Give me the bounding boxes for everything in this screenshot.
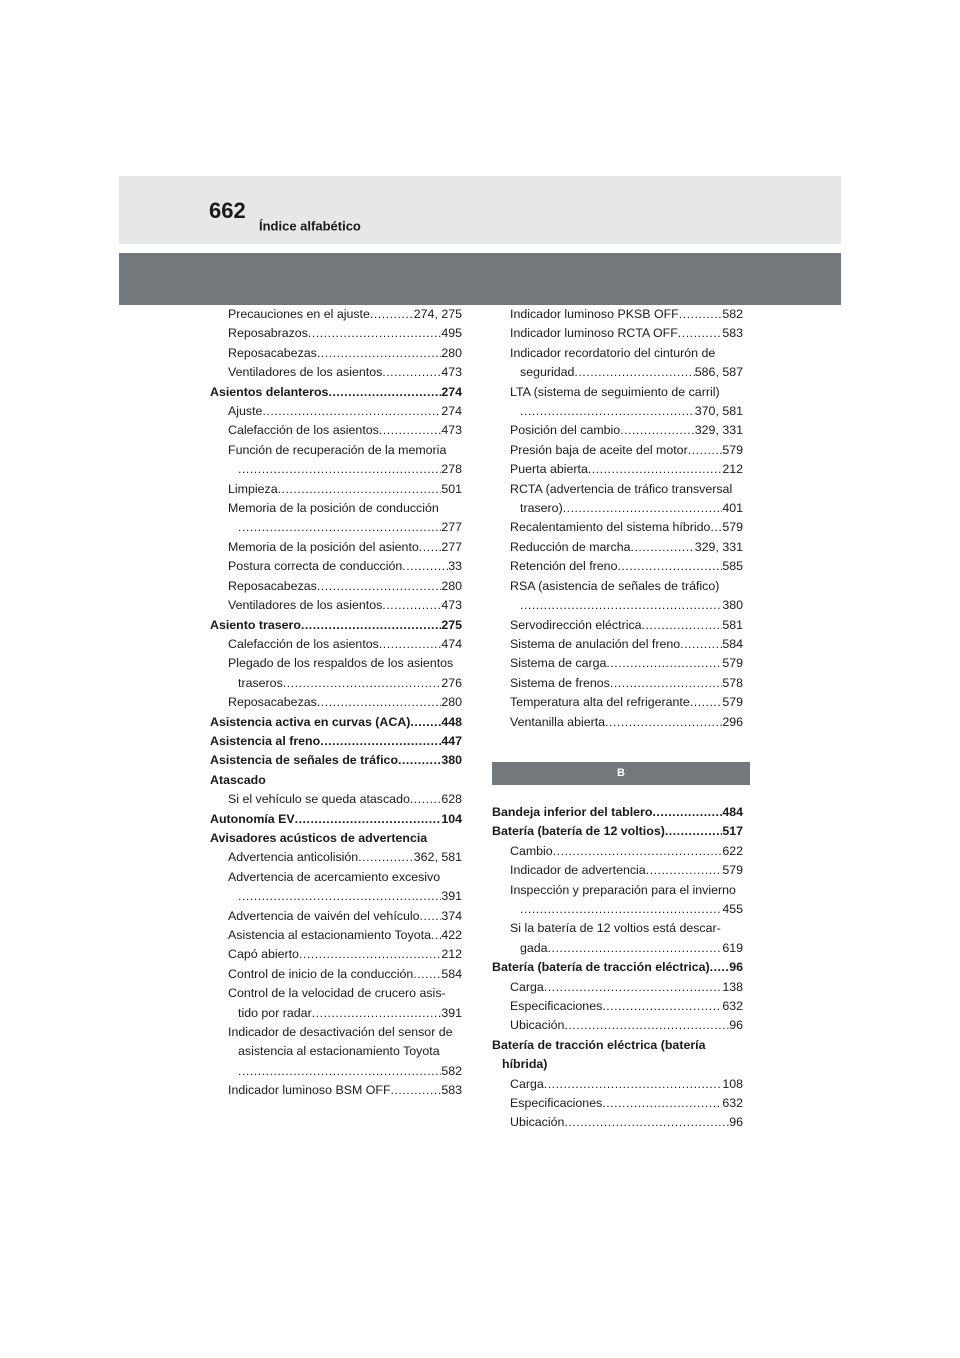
entry-page: 108 (722, 1076, 743, 1091)
dot-leader (283, 674, 442, 693)
entry-text: Recalentamiento del sistema híbrido (510, 520, 711, 535)
entry-page: 584 (722, 636, 743, 651)
index-entry (210, 596, 462, 615)
entry-text: Asistencia al freno (210, 733, 321, 748)
index-entry (492, 822, 743, 841)
dot-leader (391, 1081, 442, 1100)
index-entry (492, 499, 743, 518)
entry-text: Asistencia de señales de tráfico (210, 753, 399, 768)
entry-page: 585 (722, 559, 743, 574)
entry-page: 104 (441, 811, 462, 826)
index-entry (210, 421, 462, 440)
index-entry (210, 305, 462, 324)
dot-leader (420, 907, 442, 926)
index-entry (210, 499, 462, 518)
entry-text: traseros (238, 675, 283, 690)
index-entry (492, 402, 743, 421)
dot-leader (679, 305, 723, 324)
entry-page: 619 (722, 940, 743, 955)
index-entry (492, 1036, 743, 1055)
entry-page: 277 (441, 520, 462, 535)
index-entry (492, 1055, 743, 1074)
dot-leader (382, 363, 441, 382)
entry-page: 581 (722, 617, 743, 632)
entry-page: 374 (441, 908, 462, 923)
entry-page: 96 (729, 1115, 743, 1130)
index-entry (210, 577, 462, 596)
entry-text: Asistencia al estacionamiento Toyota (228, 928, 431, 942)
index-entry (210, 674, 462, 693)
index-entry (210, 344, 462, 363)
dot-leader (238, 460, 441, 479)
index-entry (492, 305, 743, 324)
dot-leader (520, 900, 722, 919)
entry-text: Control de inicio de la conducción (228, 966, 414, 981)
entry-text: Indicador recordatorio del cinturón de (510, 345, 716, 360)
entry-text: Especificaciones (510, 999, 603, 1013)
entry-text: Puerta abierta (510, 462, 588, 477)
index-entries (492, 305, 743, 732)
entry-page: 455 (722, 901, 743, 916)
entry-text: Si la batería de 12 voltios está descar- (510, 921, 721, 936)
index-entry (210, 887, 462, 906)
entry-page: 583 (722, 326, 743, 341)
index-entry (492, 635, 743, 654)
entry-page: 274, 275 (413, 307, 462, 321)
entry-text: trasero) (520, 501, 563, 516)
dot-leader (564, 1016, 729, 1035)
entry-text: Autonomía EV (210, 811, 295, 826)
dot-leader (295, 810, 442, 829)
entry-text: Asiento trasero (210, 617, 301, 632)
entry-text: Retención del freno (510, 559, 618, 574)
index-entry (210, 868, 462, 887)
index-entry (492, 538, 743, 557)
index-entries (492, 803, 743, 1133)
dot-leader (379, 635, 441, 654)
entry-text: Memoria de la posición de conducción (228, 501, 439, 516)
dot-leader (520, 402, 695, 421)
entry-text: RSA (asistencia de señales de tráfico) (510, 578, 720, 593)
dot-leader (602, 1094, 722, 1113)
entry-page: 278 (441, 462, 462, 477)
index-entry (210, 693, 462, 712)
index-entry (492, 441, 743, 460)
entry-page: 277 (441, 539, 462, 554)
index-entry (492, 1113, 743, 1132)
index-entry (210, 771, 462, 790)
index-entry (210, 383, 462, 402)
entry-page: 582 (441, 1063, 462, 1078)
entry-page: 632 (722, 1096, 743, 1111)
entry-text: seguridad (520, 365, 575, 380)
entry-text: híbrida) (502, 1057, 548, 1072)
entry-page: 473 (441, 365, 462, 380)
index-entry (210, 751, 462, 770)
dot-leader (238, 887, 441, 906)
entry-text: gada (520, 940, 548, 955)
entry-page: 495 (441, 326, 462, 341)
entry-page: 579 (722, 695, 743, 710)
entry-text: Reposacabezas (228, 578, 317, 593)
entry-page: 583 (441, 1083, 462, 1098)
entry-text: Advertencia de vaivén del vehículo (228, 908, 420, 923)
index-entry (210, 635, 462, 654)
entry-text: Plegado de los respaldos de los asientos (228, 656, 454, 671)
entry-page: 280 (441, 345, 462, 360)
index-entry (492, 997, 743, 1016)
entry-page: 448 (441, 714, 462, 729)
entry-text: Calefacción de los asientos (228, 636, 379, 651)
dot-leader (690, 693, 723, 712)
dot-leader (710, 958, 730, 977)
entry-page: 275 (441, 617, 462, 632)
index-entry (210, 616, 462, 635)
entry-text: Sistema de frenos (510, 675, 610, 690)
entry-page: 517 (722, 824, 743, 839)
entry-text: Inspección y preparación para el invierno (510, 882, 736, 897)
dot-leader (328, 383, 441, 402)
dot-leader (710, 518, 722, 537)
entry-page: 579 (722, 442, 743, 457)
entry-text: Indicador de advertencia (510, 863, 646, 878)
entry-page: 33 (448, 559, 462, 574)
index-entry (492, 324, 743, 343)
dot-leader (574, 363, 694, 382)
dot-leader (238, 1062, 441, 1081)
dot-leader (299, 945, 441, 964)
dot-leader (544, 978, 723, 997)
dot-leader (402, 557, 448, 576)
entry-text: Temperatura alta del refrigerante (510, 695, 690, 710)
index-entry (210, 965, 462, 984)
dot-leader (620, 421, 695, 440)
index-entry (492, 363, 743, 382)
index-entry (210, 945, 462, 964)
entry-page: 138 (722, 979, 743, 994)
index-entry (492, 842, 743, 861)
entry-text: Reposacabezas (228, 345, 317, 360)
dot-leader (358, 848, 414, 867)
index-entry (210, 1004, 462, 1023)
index-entry (210, 654, 462, 673)
dot-leader (398, 751, 441, 770)
index-entry (492, 1016, 743, 1035)
entry-text: Carga (510, 1076, 544, 1091)
entry-text: Sistema de carga (510, 656, 607, 671)
index-entry (492, 596, 743, 615)
entry-page: 474 (441, 636, 462, 651)
dot-leader (312, 1004, 442, 1023)
index-entry (210, 557, 462, 576)
entry-page: 276 (441, 675, 462, 690)
entry-text: Limpieza (228, 481, 278, 496)
index-entry (492, 616, 743, 635)
entry-page: 584 (441, 966, 462, 981)
entry-text: Especificaciones (510, 1096, 603, 1111)
index-entry (210, 907, 462, 926)
dot-leader (688, 441, 723, 460)
entry-page: 473 (441, 423, 462, 438)
entry-page: 579 (722, 520, 743, 535)
entry-page: 401 (722, 501, 743, 516)
dot-leader (238, 518, 441, 537)
index-entry (492, 674, 743, 693)
dot-leader (588, 460, 722, 479)
dot-leader (317, 693, 441, 712)
entry-page: 582 (722, 307, 743, 321)
index-entry (492, 958, 743, 977)
index-entry (492, 577, 743, 596)
index-entry (210, 1062, 462, 1081)
dot-leader (431, 926, 441, 945)
entry-page: 447 (441, 733, 462, 748)
index-entries (210, 305, 462, 1101)
entry-text: Reducción de marcha (510, 539, 631, 554)
index-entry (492, 421, 743, 440)
entry-page: 212 (441, 947, 462, 962)
dot-leader (379, 421, 441, 440)
dot-leader (564, 1113, 729, 1132)
index-entry (210, 1081, 462, 1100)
dot-leader (642, 616, 723, 635)
index-entry (492, 803, 743, 822)
entry-text: Asistencia activa en curvas (ACA) (210, 714, 411, 729)
index-entry (492, 713, 743, 732)
entry-text: Posición del cambio (510, 423, 621, 438)
dot-leader (410, 713, 441, 732)
entry-page: 391 (441, 1005, 462, 1020)
dot-leader (553, 842, 723, 861)
entry-text: Ventiladores de los asientos (228, 365, 383, 380)
dot-leader (317, 577, 441, 596)
entry-page: 484 (722, 804, 743, 819)
entry-text: Función de recuperación de la memoria (228, 442, 447, 457)
dot-leader (308, 324, 441, 343)
entry-page: 578 (722, 675, 743, 690)
index-entry (492, 344, 743, 363)
index-entry (210, 790, 462, 809)
index-entry (210, 441, 462, 460)
index-entry (492, 1094, 743, 1113)
entry-text: Ventiladores de los asientos (228, 598, 383, 613)
entry-text: Ubicación (510, 1115, 565, 1130)
index-entry (210, 538, 462, 557)
entry-text: Indicador luminoso PKSB OFF (510, 307, 679, 321)
index-entry (210, 713, 462, 732)
entry-text: Advertencia anticolisión (228, 850, 359, 865)
entry-page: 579 (722, 863, 743, 878)
entry-text: Asientos delanteros (210, 384, 329, 399)
index-column-left (210, 305, 462, 1101)
index-entry (492, 978, 743, 997)
dot-leader (370, 305, 414, 324)
entry-text: Indicador de desactivación del sensor de (228, 1025, 453, 1040)
dot-leader (382, 596, 441, 615)
index-entry (492, 557, 743, 576)
dot-leader (617, 557, 722, 576)
entry-page: 274 (441, 384, 462, 399)
entry-text: Memoria de la posición del asiento (228, 539, 419, 554)
index-entry (210, 829, 462, 848)
entry-page: 501 (441, 481, 462, 496)
entry-text: Presión baja de aceite del motor (510, 442, 688, 457)
entry-text: Reposabrazos (228, 326, 308, 341)
dot-leader (419, 538, 442, 557)
dot-leader (602, 997, 722, 1016)
entry-page: 422 (441, 928, 462, 942)
entry-text: Carga (510, 979, 544, 994)
entry-text: Cambio (510, 843, 553, 858)
entry-text: Postura correcta de conducción (228, 559, 403, 574)
entry-text: Batería de tracción eléctrica (batería (492, 1037, 706, 1052)
entry-text: LTA (sistema de seguimiento de carril) (510, 384, 720, 399)
index-entry (210, 810, 462, 829)
entry-page: 362, 581 (413, 850, 462, 865)
section-title: Índice alfabético (259, 218, 361, 234)
dot-leader (317, 344, 441, 363)
entry-page: 329, 331 (694, 539, 743, 554)
entry-text: Advertencia de acercamiento excesivo (228, 869, 441, 884)
entry-text: Indicador luminoso BSM OFF (228, 1083, 391, 1098)
entry-text: Ventanilla abierta (510, 714, 606, 729)
entry-page: 628 (441, 792, 462, 807)
entry-text: Bandeja inferior del tablero (492, 804, 653, 819)
dot-leader (548, 939, 723, 958)
entry-page: 370, 581 (694, 404, 743, 419)
index-entry (492, 900, 743, 919)
dot-leader (563, 499, 723, 518)
entry-page: 622 (722, 843, 743, 858)
dot-leader (544, 1075, 723, 1094)
index-entry (492, 480, 743, 499)
entry-page: 391 (441, 889, 462, 904)
entry-page: 579 (722, 656, 743, 671)
entry-text: Calefacción de los asientos (228, 423, 379, 438)
index-entry (210, 848, 462, 867)
entry-page: 280 (441, 578, 462, 593)
entry-text: Batería (batería de tracción eléctrica) (492, 960, 710, 975)
index-entry (492, 383, 743, 402)
entry-page: 212 (722, 462, 743, 477)
entry-page: 96 (729, 960, 743, 975)
entry-text: Precauciones en el ajuste (228, 307, 370, 321)
index-entry (492, 881, 743, 900)
entry-text: Ajuste (228, 404, 263, 419)
entry-text: tido por radar (238, 1005, 312, 1020)
entry-page: 280 (441, 695, 462, 710)
entry-text: Capó abierto (228, 947, 299, 962)
index-entry (492, 861, 743, 880)
dot-leader (413, 965, 441, 984)
entry-text: RCTA (advertencia de tráfico transversal (510, 481, 733, 496)
dot-leader (410, 790, 441, 809)
index-entry (492, 693, 743, 712)
entry-text: Servodirección eléctrica (510, 617, 642, 632)
entry-text: Reposacabezas (228, 695, 317, 710)
gray-band (119, 253, 841, 305)
dot-leader (646, 861, 723, 880)
entry-page: 586, 587 (694, 365, 743, 380)
dot-leader (520, 596, 722, 615)
dot-leader (610, 674, 722, 693)
entry-page: 380 (441, 753, 462, 768)
index-entry (210, 926, 462, 945)
index-entry (210, 984, 462, 1003)
entry-page: 632 (722, 999, 743, 1013)
page-number: 662 (209, 198, 246, 223)
index-entry (210, 460, 462, 479)
dot-leader (631, 538, 695, 557)
dot-leader (678, 324, 723, 343)
index-column-right (492, 305, 743, 1133)
index-entry (210, 1042, 462, 1061)
entry-text: Ubicación (510, 1018, 565, 1033)
dot-leader (652, 803, 722, 822)
entry-text: Sistema de anulación del freno (510, 636, 681, 651)
dot-leader (680, 635, 722, 654)
index-entry (492, 1075, 743, 1094)
entry-text: Batería (batería de 12 voltios) (492, 824, 665, 839)
entry-page: 380 (722, 598, 743, 613)
index-entry (492, 919, 743, 938)
index-entry (210, 402, 462, 421)
index-entry (210, 324, 462, 343)
dot-leader (605, 713, 722, 732)
index-entry (492, 460, 743, 479)
index-entry (210, 732, 462, 751)
index-entry (210, 1023, 462, 1042)
entry-page: 473 (441, 598, 462, 613)
letter-divider: B (492, 762, 750, 785)
entry-text: Avisadores acústicos de advertencia (210, 830, 428, 845)
dot-leader (278, 480, 442, 499)
entry-text: asistencia al estacionamiento Toyota (238, 1044, 440, 1059)
index-entry (492, 518, 743, 537)
entry-page: 329, 331 (694, 423, 743, 438)
dot-leader (606, 654, 722, 673)
index-entry (492, 939, 743, 958)
dot-leader (665, 822, 722, 841)
index-entry (210, 480, 462, 499)
index-entry (492, 654, 743, 673)
dot-leader (262, 402, 441, 421)
entry-page: 96 (729, 1018, 743, 1033)
entry-text: Indicador luminoso RCTA OFF (510, 326, 678, 341)
dot-leader (301, 616, 441, 635)
entry-text: Atascado (210, 772, 266, 787)
dot-leader (320, 732, 441, 751)
entry-text: Si el vehículo se queda atascado (228, 792, 410, 807)
entry-page: 296 (722, 714, 743, 729)
index-entry (210, 518, 462, 537)
entry-page: 274 (441, 404, 462, 419)
entry-text: Control de la velocidad de crucero asis- (228, 986, 446, 1001)
index-entry (210, 363, 462, 382)
